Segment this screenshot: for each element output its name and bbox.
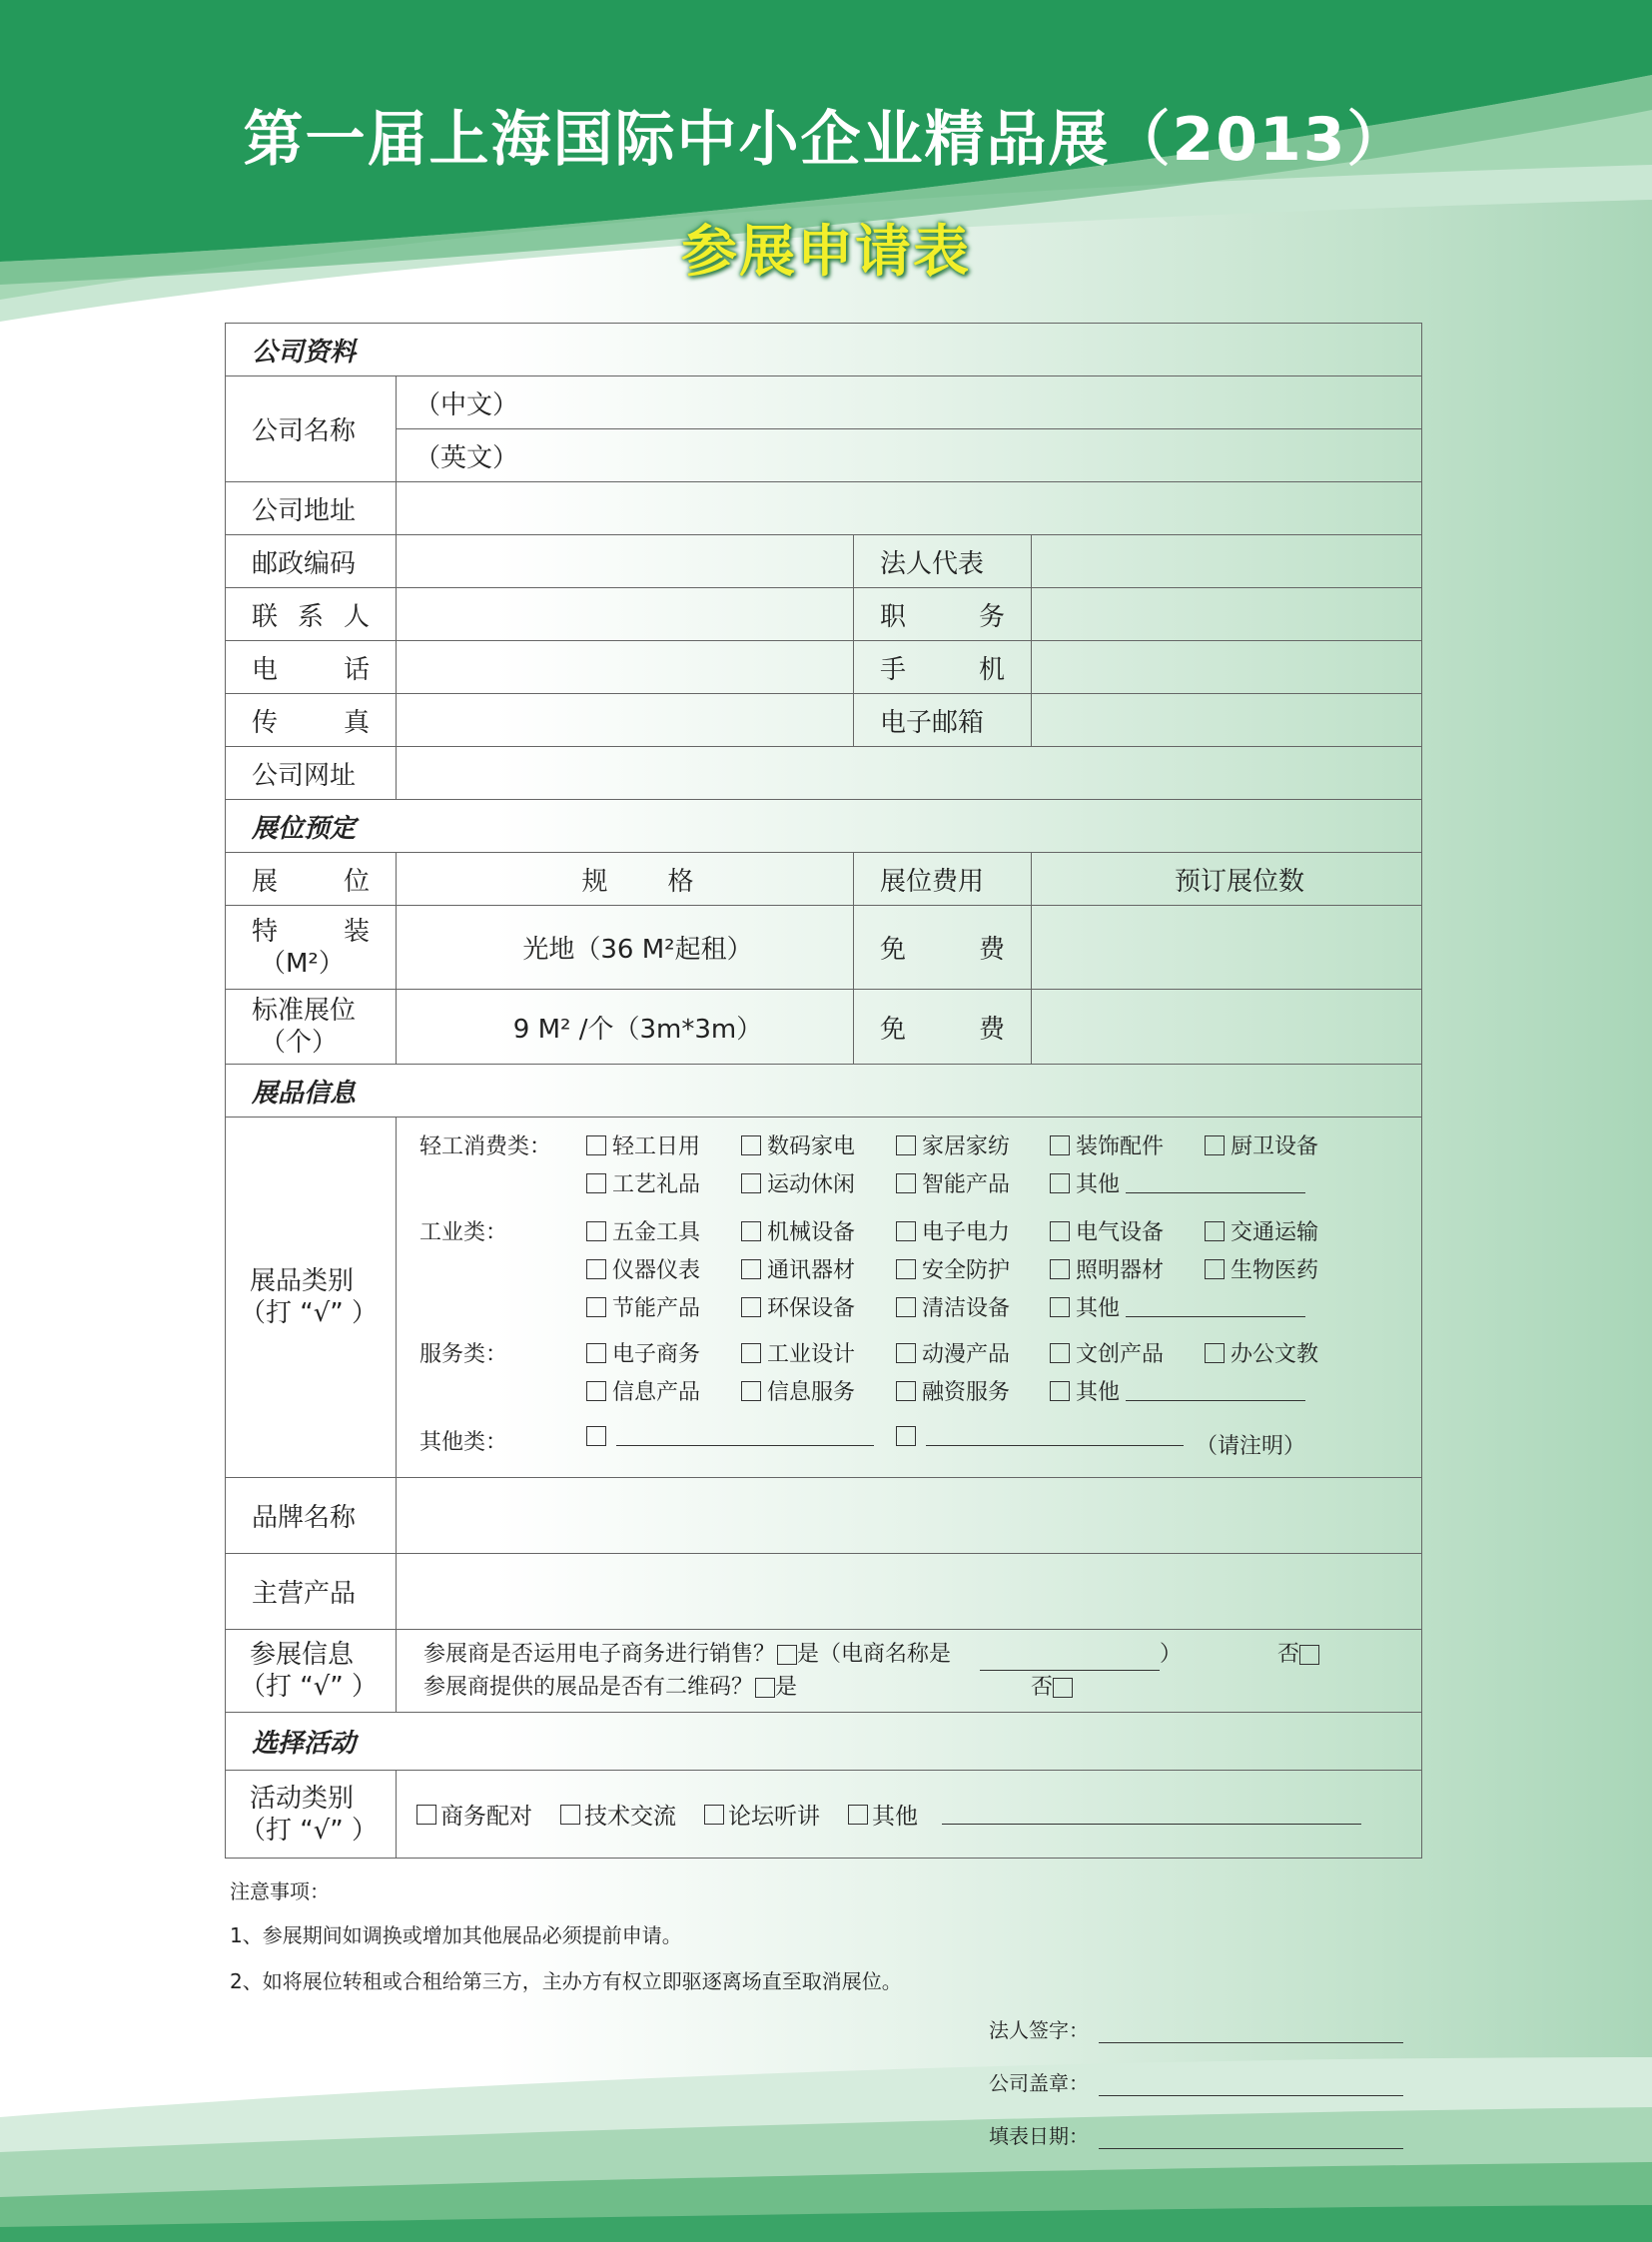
main-product-field[interactable] bbox=[397, 1554, 1422, 1630]
category-option-label: 轻工日用 bbox=[612, 1134, 701, 1159]
category-option-label: 融资服务 bbox=[922, 1380, 1011, 1405]
activity-option-label: 论坛听讲 bbox=[728, 1804, 820, 1830]
category-option[interactable] bbox=[896, 1129, 1010, 1160]
checkbox[interactable] bbox=[586, 1426, 606, 1446]
checkbox[interactable] bbox=[586, 1297, 606, 1317]
category-option-label: 五金工具 bbox=[612, 1220, 701, 1245]
activity-option-label: 商务配对 bbox=[440, 1804, 532, 1830]
category-option[interactable] bbox=[1205, 1129, 1318, 1160]
footer-banner bbox=[0, 2057, 1652, 2242]
phone-field[interactable] bbox=[397, 641, 854, 694]
ecommerce-close-paren: ） bbox=[1160, 1642, 1183, 1667]
checkbox[interactable] bbox=[848, 1805, 868, 1825]
fill-date-label: 填表日期： bbox=[989, 2124, 1089, 2148]
industry-label-category-label: 工业类： bbox=[419, 1220, 508, 1245]
fill-date-field[interactable] bbox=[1099, 2126, 1403, 2149]
email-label: 电子邮箱 bbox=[854, 694, 1032, 747]
category-option[interactable] bbox=[896, 1375, 1010, 1406]
company-seal-row bbox=[989, 2067, 1403, 2096]
qrcode-yes-label: 是 bbox=[775, 1675, 798, 1700]
fax-field[interactable] bbox=[397, 694, 854, 747]
category-option-label: 生物医药 bbox=[1231, 1258, 1319, 1283]
application-form bbox=[225, 323, 1422, 1859]
category-option[interactable] bbox=[1050, 1291, 1305, 1322]
checkbox[interactable] bbox=[896, 1259, 916, 1279]
category-option[interactable] bbox=[1205, 1253, 1318, 1284]
postcode-label: 邮政编码 bbox=[226, 535, 397, 588]
standard-booth-spec: 9 M² /个（3m*3m） bbox=[397, 990, 854, 1065]
category-option-label: 电子商务 bbox=[612, 1342, 701, 1367]
activity-option-label: 其他 bbox=[872, 1804, 918, 1830]
checkbox[interactable] bbox=[896, 1221, 916, 1241]
qrcode-no-option: 否 bbox=[1031, 1671, 1073, 1704]
standard-booth-fee: 免 费 bbox=[854, 990, 1032, 1065]
category-option-label: 智能产品 bbox=[922, 1172, 1011, 1197]
checkbox[interactable] bbox=[1050, 1221, 1070, 1241]
category-option[interactable] bbox=[896, 1167, 1010, 1198]
checkbox[interactable] bbox=[1050, 1343, 1070, 1363]
note-item-2: 2、如将展位转租或合租给第三方，主办方有权立即驱逐离场直至取消展位。 bbox=[230, 1969, 902, 1993]
category-option[interactable] bbox=[1205, 1215, 1318, 1246]
checkbox[interactable] bbox=[1050, 1259, 1070, 1279]
qrcode-yes-checkbox[interactable] bbox=[755, 1678, 775, 1698]
contact-label: 联 系 人 bbox=[226, 588, 397, 641]
checkbox[interactable] bbox=[741, 1173, 761, 1193]
category-option-label: 环保设备 bbox=[767, 1296, 856, 1321]
qrcode-question: 参展商提供的展品是否有二维码？ bbox=[423, 1675, 754, 1700]
address-field[interactable] bbox=[397, 482, 1422, 535]
mobile-label: 手 机 bbox=[854, 641, 1032, 694]
category-option[interactable] bbox=[896, 1253, 1010, 1284]
category-option-label: 其他 bbox=[1076, 1172, 1121, 1197]
special-booth-fee: 免 费 bbox=[854, 906, 1032, 990]
page-title: 第一届上海国际中小企业精品展（2013） bbox=[243, 105, 1409, 175]
category-option-label: 信息产品 bbox=[612, 1380, 701, 1405]
company-name-cn-label: （中文） bbox=[414, 389, 519, 420]
checkbox[interactable] bbox=[896, 1343, 916, 1363]
checkbox[interactable] bbox=[416, 1805, 436, 1825]
company-name-cn-field[interactable] bbox=[397, 376, 1422, 429]
category-option[interactable] bbox=[1050, 1167, 1305, 1198]
ecommerce-question: 参展商是否运用电子商务进行销售？ bbox=[423, 1642, 776, 1667]
other-specify-field[interactable] bbox=[616, 1425, 874, 1446]
category-option-label: 其他 bbox=[1076, 1380, 1121, 1405]
checkbox[interactable] bbox=[741, 1343, 761, 1363]
category-label: 展品类别 （打 “√” ） bbox=[226, 1118, 397, 1478]
service-label-category-label: 服务类： bbox=[419, 1342, 508, 1367]
category-option-label: 仪器仪表 bbox=[612, 1258, 701, 1283]
ecommerce-yes-checkbox[interactable] bbox=[777, 1645, 797, 1665]
checkbox[interactable] bbox=[1050, 1173, 1070, 1193]
category-option[interactable] bbox=[1050, 1215, 1164, 1246]
category-option[interactable] bbox=[586, 1215, 700, 1246]
ecommerce-name-field[interactable] bbox=[980, 1650, 1160, 1671]
position-field[interactable] bbox=[1032, 588, 1422, 641]
activity-option[interactable] bbox=[416, 1798, 532, 1831]
checkbox[interactable] bbox=[586, 1343, 606, 1363]
category-option-label: 通讯器材 bbox=[767, 1258, 856, 1283]
section-exhibit: 展品信息 bbox=[226, 1065, 1422, 1118]
checkbox[interactable] bbox=[586, 1221, 606, 1241]
checkbox[interactable] bbox=[896, 1426, 916, 1446]
category-option-label: 厨卫设备 bbox=[1231, 1134, 1319, 1159]
checkbox[interactable] bbox=[1205, 1343, 1225, 1363]
other-specify-field[interactable] bbox=[926, 1425, 1184, 1446]
checkbox[interactable] bbox=[1050, 1297, 1070, 1317]
light-label-category-label: 轻工消费类： bbox=[419, 1134, 552, 1159]
category-option[interactable] bbox=[586, 1167, 700, 1198]
checkbox[interactable] bbox=[1050, 1381, 1070, 1401]
category-option[interactable] bbox=[741, 1215, 855, 1246]
category-option[interactable] bbox=[586, 1337, 700, 1368]
category-option-label: 安全防护 bbox=[922, 1258, 1011, 1283]
checkbox[interactable] bbox=[741, 1297, 761, 1317]
category-option[interactable] bbox=[586, 1129, 700, 1160]
checkbox[interactable] bbox=[896, 1381, 916, 1401]
category-grid bbox=[397, 1118, 1422, 1478]
company-seal-field[interactable] bbox=[1099, 2073, 1403, 2096]
company-seal-label: 公司盖章： bbox=[989, 2071, 1089, 2095]
category-option-label: 办公文教 bbox=[1231, 1342, 1319, 1367]
company-name-en-field[interactable] bbox=[397, 429, 1422, 482]
checkbox[interactable] bbox=[586, 1381, 606, 1401]
other-specify-field[interactable] bbox=[1126, 1380, 1305, 1401]
category-option[interactable] bbox=[741, 1129, 855, 1160]
checkbox[interactable] bbox=[1050, 1135, 1070, 1155]
legal-signature-label: 法人签字： bbox=[989, 2018, 1089, 2042]
legal-rep-label: 法人代表 bbox=[854, 535, 1032, 588]
section-booth: 展位预定 bbox=[226, 800, 1422, 853]
fee-col-header: 展位费用 bbox=[854, 853, 1032, 906]
category-option[interactable] bbox=[741, 1291, 855, 1322]
ecommerce-yes-label: 是（电商名称是 bbox=[797, 1642, 952, 1667]
other-specify-field[interactable] bbox=[1126, 1172, 1305, 1193]
special-booth-spec: 光地（36 M²起租） bbox=[397, 906, 854, 990]
phone-label: 电 话 bbox=[226, 641, 397, 694]
company-name-en-label: （英文） bbox=[414, 442, 519, 473]
checkbox[interactable] bbox=[741, 1381, 761, 1401]
category-option[interactable] bbox=[741, 1375, 855, 1406]
address-label: 公司地址 bbox=[226, 482, 397, 535]
checkbox[interactable] bbox=[896, 1173, 916, 1193]
category-option-label: 机械设备 bbox=[767, 1220, 856, 1245]
count-col-header: 预订展位数 bbox=[1032, 853, 1422, 906]
checkbox[interactable] bbox=[741, 1221, 761, 1241]
contact-field[interactable] bbox=[397, 588, 854, 641]
category-option[interactable] bbox=[741, 1253, 855, 1284]
other-note: （请注明） bbox=[1196, 1434, 1306, 1459]
checkbox[interactable] bbox=[586, 1173, 606, 1193]
category-option-label: 数码家电 bbox=[767, 1134, 856, 1159]
other-category-1[interactable] bbox=[586, 1425, 874, 1446]
category-option-label: 节能产品 bbox=[612, 1296, 701, 1321]
checkbox[interactable] bbox=[586, 1135, 606, 1155]
category-option[interactable] bbox=[741, 1337, 855, 1368]
website-label: 公司网址 bbox=[226, 747, 397, 800]
spec-col-header: 规 格 bbox=[397, 853, 854, 906]
exhibit-info-label: 参展信息 （打 “√” ） bbox=[226, 1630, 397, 1713]
category-option-label: 装饰配件 bbox=[1076, 1134, 1165, 1159]
checkbox[interactable] bbox=[896, 1135, 916, 1155]
category-option-label: 照明器材 bbox=[1076, 1258, 1165, 1283]
legal-signature-field[interactable] bbox=[1099, 2020, 1403, 2043]
other-label-category-label: 其他类： bbox=[419, 1430, 508, 1455]
checkbox[interactable] bbox=[1205, 1135, 1225, 1155]
brand-field[interactable] bbox=[397, 1478, 1422, 1554]
other-category-2[interactable] bbox=[896, 1425, 1184, 1446]
category-option-label: 动漫产品 bbox=[922, 1342, 1011, 1367]
checkbox[interactable] bbox=[704, 1805, 724, 1825]
category-option[interactable] bbox=[896, 1337, 1010, 1368]
standard-booth-count-field[interactable] bbox=[1032, 990, 1422, 1065]
email-field[interactable] bbox=[1032, 694, 1422, 747]
activity-option-label: 技术交流 bbox=[584, 1804, 676, 1830]
legal-signature-row bbox=[989, 2014, 1403, 2043]
checkbox[interactable] bbox=[560, 1805, 580, 1825]
category-option-label: 文创产品 bbox=[1076, 1342, 1165, 1367]
activity-options bbox=[397, 1771, 1422, 1859]
category-option-label: 信息服务 bbox=[767, 1380, 856, 1405]
company-name-label: 公司名称 bbox=[226, 376, 397, 482]
checkbox[interactable] bbox=[741, 1135, 761, 1155]
website-field[interactable] bbox=[397, 747, 1422, 800]
checkbox[interactable] bbox=[586, 1259, 606, 1279]
special-booth-count-field[interactable] bbox=[1032, 906, 1422, 990]
ecommerce-no-option: 否 bbox=[1277, 1638, 1319, 1671]
form-subtitle: 参展申请表 bbox=[681, 220, 971, 285]
category-option[interactable] bbox=[896, 1215, 1010, 1246]
category-option[interactable] bbox=[586, 1375, 700, 1406]
special-booth-label: 特 装 （M²） bbox=[226, 906, 397, 990]
brand-label: 品牌名称 bbox=[226, 1478, 397, 1554]
category-option-label: 工业设计 bbox=[767, 1342, 856, 1367]
ecommerce-no-checkbox[interactable] bbox=[1299, 1645, 1319, 1665]
standard-booth-label: 标准展位 （个） bbox=[226, 990, 397, 1065]
checkbox[interactable] bbox=[741, 1259, 761, 1279]
mobile-field[interactable] bbox=[1032, 641, 1422, 694]
activity-option[interactable] bbox=[848, 1798, 1361, 1831]
category-option[interactable] bbox=[741, 1167, 855, 1198]
qrcode-no-checkbox[interactable] bbox=[1053, 1678, 1073, 1698]
category-option-label: 交通运输 bbox=[1231, 1220, 1319, 1245]
category-option-label: 工艺礼品 bbox=[612, 1172, 701, 1197]
legal-rep-field[interactable] bbox=[1032, 535, 1422, 588]
postcode-field[interactable] bbox=[397, 535, 854, 588]
category-option-label: 运动休闲 bbox=[767, 1172, 856, 1197]
category-option[interactable] bbox=[1050, 1375, 1305, 1406]
section-company: 公司资料 bbox=[226, 324, 1422, 376]
main-product-label: 主营产品 bbox=[226, 1554, 397, 1630]
category-option[interactable] bbox=[1050, 1253, 1164, 1284]
category-option-label: 电气设备 bbox=[1076, 1220, 1165, 1245]
category-option-label: 其他 bbox=[1076, 1296, 1121, 1321]
section-activity: 选择活动 bbox=[226, 1713, 1422, 1771]
category-option[interactable] bbox=[896, 1291, 1010, 1322]
activity-option[interactable] bbox=[704, 1798, 820, 1831]
booth-col-header: 展 位 bbox=[226, 853, 397, 906]
category-option[interactable] bbox=[1050, 1337, 1164, 1368]
checkbox[interactable] bbox=[1205, 1259, 1225, 1279]
activity-option[interactable] bbox=[560, 1798, 676, 1831]
category-option-label: 家居家纺 bbox=[922, 1134, 1011, 1159]
category-option[interactable] bbox=[586, 1253, 700, 1284]
category-option[interactable] bbox=[1050, 1129, 1164, 1160]
category-option[interactable] bbox=[586, 1291, 700, 1322]
exhibit-info-questions bbox=[397, 1630, 1422, 1713]
position-label: 职 务 bbox=[854, 588, 1032, 641]
category-option[interactable] bbox=[1205, 1337, 1318, 1368]
activity-other-field[interactable] bbox=[942, 1804, 1361, 1825]
fax-label: 传 真 bbox=[226, 694, 397, 747]
other-specify-field[interactable] bbox=[1126, 1296, 1305, 1317]
category-option-label: 电子电力 bbox=[922, 1220, 1011, 1245]
notes-title: 注意事项： bbox=[230, 1879, 330, 1903]
checkbox[interactable] bbox=[1205, 1221, 1225, 1241]
checkbox[interactable] bbox=[896, 1297, 916, 1317]
fill-date-row bbox=[989, 2120, 1403, 2149]
note-item-1: 1、参展期间如调换或增加其他展品必须提前申请。 bbox=[230, 1923, 682, 1947]
category-option-label: 清洁设备 bbox=[922, 1296, 1011, 1321]
activity-label: 活动类别 （打 “√” ） bbox=[226, 1771, 397, 1859]
